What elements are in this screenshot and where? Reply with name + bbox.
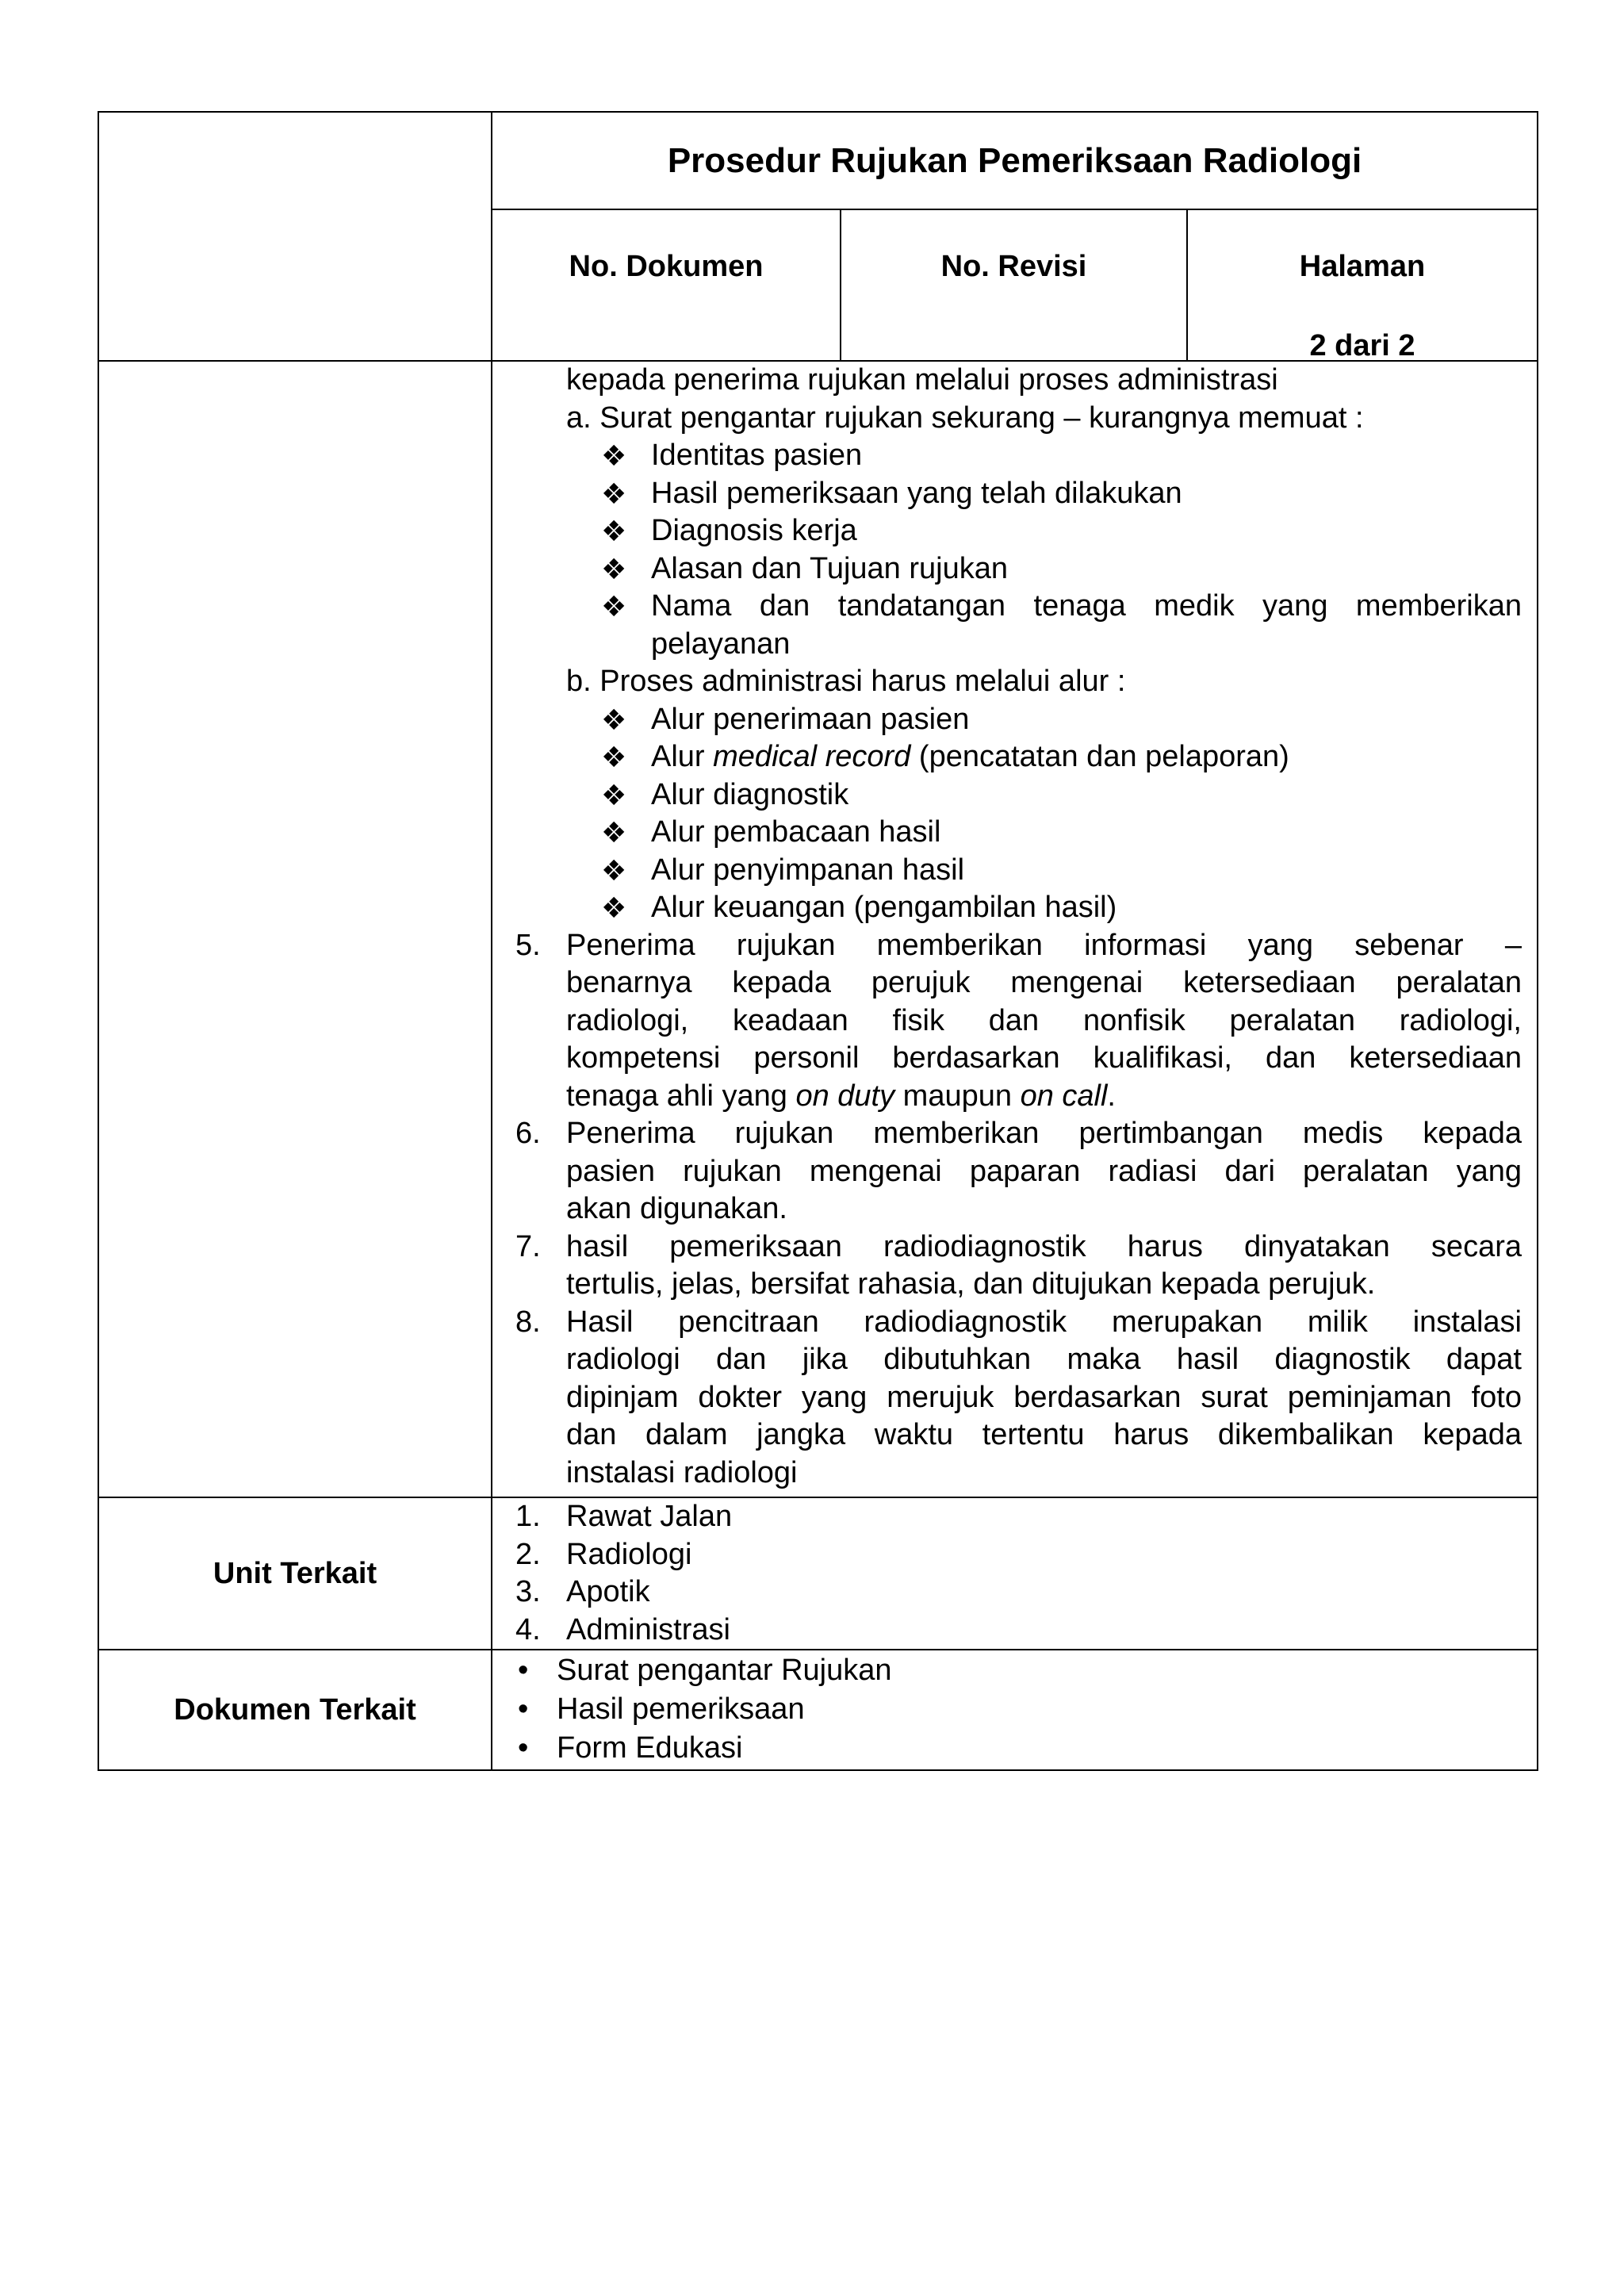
item-text: akan digunakan. [566,1192,787,1225]
revision-label: No. Revisi [940,250,1087,283]
list-item-text: Hasil pemeriksaan [557,1692,805,1726]
list-item-text: Surat pengantar Rujukan [557,1654,892,1687]
item-text: maupun [894,1079,1021,1113]
item-text-italic: on call [1020,1079,1108,1113]
item-text: . [1107,1079,1116,1113]
sop-table [98,111,1538,1771]
bullet-item [492,814,1522,852]
dot-bullet-icon: • [518,1731,529,1765]
item-text: Penerima rujukan memberikan informasi yang sebenar – [566,928,1522,962]
bullet-text: Alur [651,740,714,773]
item-text-last [492,1078,1522,1116]
list-item [492,1729,1537,1768]
bullet-text: Diagnosis kerja [651,514,857,547]
bullet-item [492,701,1522,739]
list-item-text: Form Edukasi [557,1731,743,1765]
procedure-content [492,361,1538,1497]
list-marker: 3. [515,1575,541,1608]
bullet-item [492,550,1522,588]
list-item-text: Administrasi [566,1612,730,1646]
numbered-item-7 [492,1228,1522,1267]
dokumen-terkait-list [492,1650,1538,1770]
item-text: pasien rujukan mengenai paparan radiasi dari peralatan yang [566,1154,1522,1188]
procedure-label-cell [98,361,492,1497]
bullet-item [492,475,1522,513]
item-text: tenaga ahli yang [566,1079,796,1113]
bullet-text-italic: medical record [713,740,911,773]
item-text: benarnya kepada perujuk mengenai ketersediaan peralatan [566,966,1522,999]
list-item-text: Surat pengantar rujukan sekurang – kurangnya memuat : [599,401,1364,435]
four-diamond-bullet-icon: ❖ [601,741,627,773]
four-diamond-bullet-icon: ❖ [601,703,627,736]
page-value: 2 dari 2 [1309,329,1415,362]
bullet-text: Alur penyimpanan hasil [651,853,965,887]
list-item-a [492,400,1522,438]
procedure-intro: kepada penerima rujukan melalui proses administrasi [566,363,1278,397]
dokumen-terkait-label: Dokumen Terkait [98,1650,492,1770]
bullet-text: Alur keuangan (pengambilan hasil) [651,891,1117,924]
doc-number-cell [492,209,841,361]
bullet-item [492,588,1522,626]
bullet-text: Alur penerimaan pasien [651,702,970,736]
dot-bullet-icon: • [518,1692,529,1726]
list-item-text: Rawat Jalan [566,1500,733,1533]
four-diamond-bullet-icon: ❖ [601,891,627,924]
bullet-text: Identitas pasien [651,439,863,472]
list-item [492,1536,1537,1574]
item-text: dipinjam dokter yang merujuk berdasarkan surat peminjaman foto [566,1380,1522,1414]
revision-cell [841,209,1187,361]
bullet-item [492,889,1522,927]
item-text-italic: on duty [795,1079,895,1113]
item-text: dan dalam jangka waktu tertentu harus dikembalikan kepada [566,1418,1522,1451]
list-item-text: Radiologi [566,1537,692,1571]
list-marker: 5. [515,928,541,962]
four-diamond-bullet-icon: ❖ [601,515,627,547]
list-item-text: Apotik [566,1575,650,1608]
list-item-b [492,663,1522,701]
bullet-text: (pencatatan dan pelaporan) [910,740,1289,773]
four-diamond-bullet-icon: ❖ [601,590,627,623]
list-marker: 8. [515,1305,541,1339]
item-text: hasil pemeriksaan radiodiagnostik harus dinyatakan secara [566,1229,1522,1263]
bullet-item [492,852,1522,890]
item-text: kompetensi personil berdasarkan kualifikasi, dan ketersediaan [566,1041,1522,1075]
page-cell [1187,209,1538,361]
four-diamond-bullet-icon: ❖ [601,816,627,849]
unit-terkait-list [492,1497,1538,1650]
list-item [492,1690,1537,1729]
bullet-text: Alur diagnostik [651,777,849,811]
list-marker: 7. [515,1229,541,1263]
numbered-item-5 [492,927,1522,965]
list-marker: 4. [515,1612,541,1646]
bullet-item [492,437,1522,475]
page-label: Halaman [1299,250,1426,283]
numbered-item-8 [492,1304,1522,1342]
doc-number-label: No. Dokumen [569,250,764,283]
bullet-text: Alasan dan Tujuan rujukan [651,551,1008,585]
item-text: Hasil pencitraan radiodiagnostik merupakan milik instalasi [566,1305,1522,1339]
four-diamond-bullet-icon: ❖ [601,778,627,811]
dot-bullet-icon: • [518,1654,529,1687]
four-diamond-bullet-icon: ❖ [601,552,627,585]
item-text: Penerima rujukan memberikan pertimbangan medis kepada [566,1117,1522,1150]
bullet-item [492,738,1522,776]
list-item [492,1651,1537,1690]
numbered-item-6 [492,1115,1522,1153]
bullet-text: Hasil pemeriksaan yang telah dilakukan [651,476,1182,510]
list-marker: 6. [515,1117,541,1150]
four-diamond-bullet-icon: ❖ [601,439,627,472]
bullet-text: Alur pembacaan hasil [651,815,941,849]
four-diamond-bullet-icon: ❖ [601,853,627,887]
list-marker: 1. [515,1500,541,1533]
item-text: radiologi dan jika dibutuhkan maka hasil diagnostik dapat [566,1343,1522,1376]
unit-terkait-label: Unit Terkait [98,1497,492,1650]
four-diamond-bullet-icon: ❖ [601,477,627,510]
logo-cell [98,112,492,361]
list-item [492,1612,1537,1650]
bullet-item-continuation: pelayanan [651,627,791,661]
item-text: instalasi radiologi [566,1455,798,1489]
list-marker: b. [566,665,592,698]
item-text: tertulis, jelas, bersifat rahasia, dan ditujukan kepada perujuk. [566,1267,1376,1301]
bullet-text: Nama dan tandatangan tenaga medik yang memberikan [651,589,1522,623]
bullet-item [492,776,1522,815]
document-title: Prosedur Rujukan Pemeriksaan Radiologi [492,112,1538,209]
bullet-item [492,512,1522,550]
item-text: radiologi, keadaan fisik dan nonfisik peralatan radiologi, [566,1003,1522,1037]
list-item [492,1498,1537,1536]
list-item-text: Proses administrasi harus melalui alur : [599,665,1126,698]
list-marker: 2. [515,1537,541,1571]
list-marker: a. [566,401,592,435]
list-item [492,1573,1537,1612]
